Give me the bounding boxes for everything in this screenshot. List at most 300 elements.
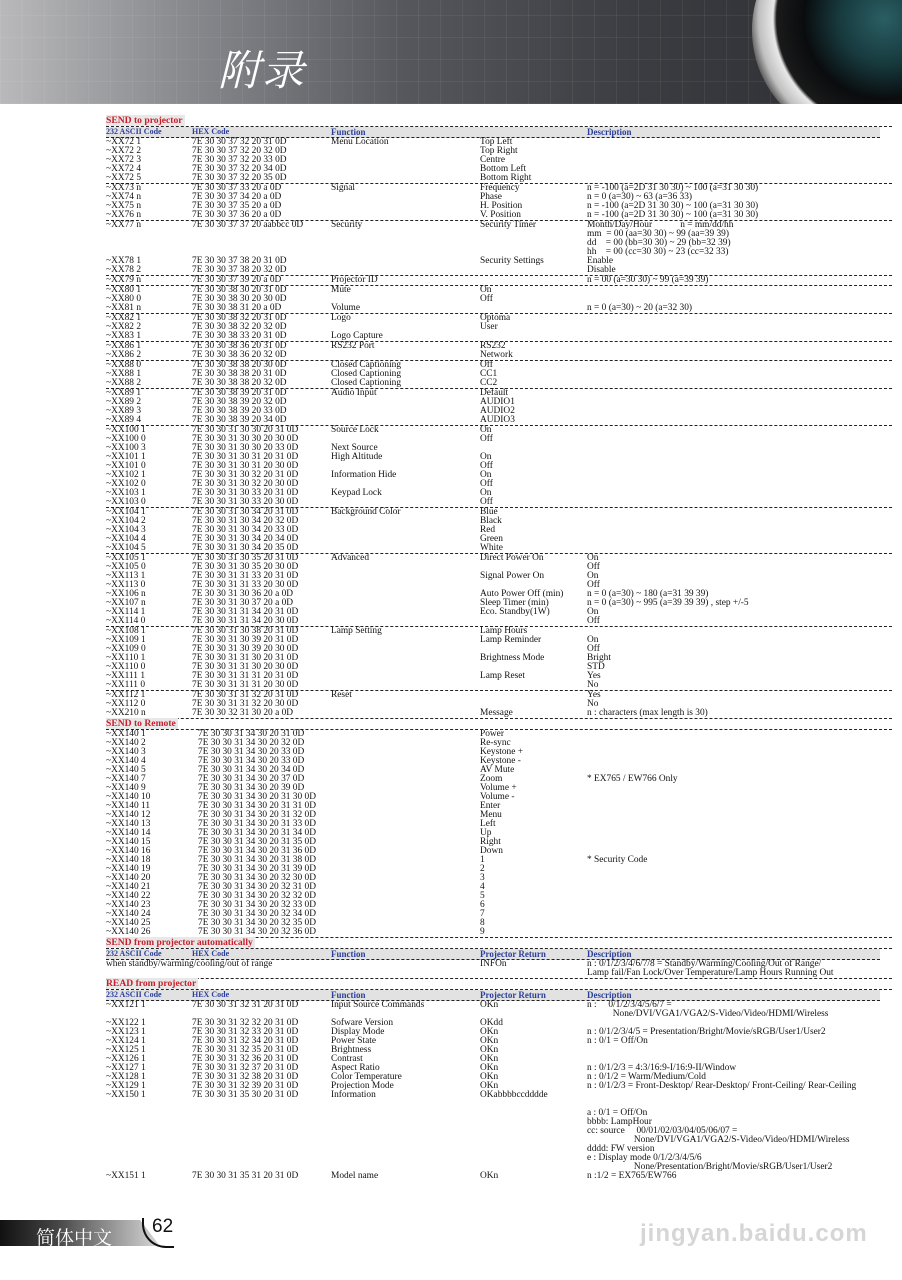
table-row bbox=[106, 709, 892, 718]
function: Signal bbox=[331, 183, 355, 193]
projector-return: OKabbbbccdddde bbox=[480, 1090, 548, 1100]
description bbox=[587, 480, 892, 489]
ascii-code: ~XX80 0 bbox=[106, 294, 142, 304]
setting: Frequency bbox=[480, 183, 520, 193]
setting: Off bbox=[480, 479, 493, 489]
section-title-text: SEND to Remote bbox=[106, 718, 176, 729]
function bbox=[331, 202, 480, 211]
ascii-code bbox=[106, 239, 192, 248]
ascii-code: ~XX110 0 bbox=[106, 662, 146, 672]
ascii-code: ~XX82 1 bbox=[106, 313, 142, 323]
description: n : 0/1/2/3 = 4:3/16:9-I/16:9-II/Window bbox=[587, 1063, 737, 1073]
description bbox=[587, 398, 892, 407]
setting: Phase bbox=[480, 192, 502, 202]
function bbox=[331, 239, 480, 248]
table-row bbox=[106, 276, 892, 285]
setting: Red bbox=[480, 525, 496, 535]
column-header-hex: HEX Code bbox=[192, 990, 230, 999]
hex-code: 7E 30 30 31 30 30 20 31 0D bbox=[192, 425, 299, 435]
projector-return bbox=[480, 969, 587, 978]
hex-code: 7E 30 30 37 32 20 34 0D bbox=[192, 164, 287, 174]
function: Volume bbox=[331, 303, 360, 313]
ascii-code: ~XX140 21 bbox=[106, 882, 151, 892]
table-row bbox=[106, 266, 892, 275]
hex-code: 7E 30 30 31 34 30 20 32 31 0D bbox=[198, 882, 316, 892]
description bbox=[587, 426, 892, 435]
function bbox=[331, 407, 480, 416]
ascii-code: ~XX103 0 bbox=[106, 497, 146, 507]
ascii-code: ~XX104 5 bbox=[106, 543, 146, 553]
description: dddd: FW version bbox=[587, 1144, 655, 1154]
table-row bbox=[106, 681, 892, 690]
setting bbox=[480, 276, 587, 285]
hex-code: 7E 30 30 31 31 31 20 31 0D bbox=[192, 671, 299, 681]
ascii-code: ~XX78 2 bbox=[106, 265, 142, 275]
projector-return: OKn bbox=[480, 1171, 499, 1181]
description: bbbb: LampHour bbox=[587, 1117, 652, 1127]
command-group bbox=[106, 554, 892, 627]
note bbox=[587, 739, 892, 748]
ascii-code: ~XX109 0 bbox=[106, 644, 146, 654]
ascii-code: ~XX113 0 bbox=[106, 580, 146, 590]
function bbox=[331, 248, 480, 257]
setting: H. Position bbox=[480, 201, 523, 211]
command-group bbox=[106, 138, 892, 184]
description bbox=[587, 517, 892, 526]
setting: Default bbox=[480, 388, 509, 398]
function: Reset bbox=[331, 690, 352, 700]
ascii-code: ~XX88 0 bbox=[106, 360, 142, 370]
setting: Off bbox=[480, 434, 493, 444]
hex-code: 7E 30 30 31 35 31 20 31 0D bbox=[192, 1171, 299, 1181]
setting: On bbox=[480, 285, 492, 295]
ascii-code: ~XX114 1 bbox=[106, 607, 146, 617]
setting: Brightness Mode bbox=[480, 653, 545, 663]
description bbox=[587, 508, 892, 517]
description: n : 0/1 = Off/On bbox=[587, 1036, 648, 1046]
note bbox=[587, 802, 892, 811]
hex-code: 7E 30 30 38 39 20 34 0D bbox=[192, 415, 287, 425]
table-row bbox=[106, 211, 892, 220]
note bbox=[587, 748, 892, 757]
column-header-hex: HEX Code bbox=[192, 949, 230, 958]
description: n : 0/1/2/3/4/5 = Presentation/Bright/Movie/sRGB/User1/User2 bbox=[587, 1027, 826, 1037]
description: On bbox=[587, 553, 599, 563]
table-row bbox=[106, 1136, 892, 1145]
function: Model name bbox=[331, 1171, 379, 1181]
projector-return: OKn bbox=[480, 1027, 499, 1037]
description bbox=[587, 286, 892, 295]
ascii-code: ~XX80 1 bbox=[106, 285, 142, 295]
hex-code bbox=[192, 1109, 331, 1118]
setting: On bbox=[480, 452, 492, 462]
ascii-code: ~XX140 23 bbox=[106, 900, 151, 910]
function bbox=[331, 636, 480, 645]
description: n : 0/1/2/3 = Front-Desktop/ Rear-Desktop/ Front-Ceiling/ Rear-Ceiling bbox=[587, 1081, 857, 1091]
key: Power bbox=[480, 729, 504, 739]
hex-code: 7E 30 30 38 36 20 32 0D bbox=[192, 350, 287, 360]
description bbox=[587, 370, 892, 379]
ascii-code: ~XX105 1 bbox=[106, 553, 146, 563]
column-header-description: Description bbox=[587, 949, 632, 959]
page-number: 62 bbox=[152, 1216, 174, 1237]
ascii-code: ~XX140 15 bbox=[106, 837, 151, 847]
key: Re-sync bbox=[480, 738, 511, 748]
description: n = -100 (a=2D 31 30 30) ~ 100 (a=31 30 30) bbox=[587, 201, 759, 211]
ascii-code: ~XX140 12 bbox=[106, 810, 151, 820]
hex-code: 7E 30 30 31 30 35 20 30 0D bbox=[192, 562, 299, 572]
hex-code: 7E 30 30 31 34 30 20 31 30 0D bbox=[198, 792, 316, 802]
projector-return: OKdd bbox=[480, 1018, 503, 1028]
ascii-code: ~XX82 2 bbox=[106, 322, 142, 332]
setting: Black bbox=[480, 516, 502, 526]
setting: Auto Power Off (min) bbox=[480, 589, 564, 599]
note bbox=[587, 919, 892, 928]
function bbox=[331, 617, 480, 626]
ascii-code: ~XX72 2 bbox=[106, 146, 142, 156]
ascii-code: ~XX74 n bbox=[106, 192, 142, 202]
hex-code: 7E 30 30 37 32 20 33 0D bbox=[192, 155, 287, 165]
hex-code: 7E 30 30 37 37 20 aabbcc 0D bbox=[192, 220, 304, 230]
function: Advanced bbox=[331, 553, 370, 563]
function: Mute bbox=[331, 285, 351, 295]
read-group bbox=[106, 1001, 892, 1181]
ascii-code: ~XX140 20 bbox=[106, 873, 151, 883]
key: 2 bbox=[480, 864, 485, 874]
key: Volume - bbox=[480, 792, 515, 802]
description: No bbox=[587, 680, 599, 690]
function bbox=[331, 1136, 480, 1145]
ascii-code: ~XX127 1 bbox=[106, 1063, 146, 1073]
ascii-code: ~XX89 4 bbox=[106, 415, 142, 425]
table-row bbox=[106, 230, 892, 239]
hex-code: 7E 30 30 31 34 30 20 31 38 0D bbox=[198, 855, 316, 865]
rs232-command-table bbox=[106, 116, 892, 1181]
function: Closed Captioning bbox=[331, 369, 402, 379]
function bbox=[331, 590, 480, 599]
setting bbox=[480, 266, 587, 275]
note bbox=[587, 874, 892, 883]
setting: Security Settings bbox=[480, 256, 544, 266]
hex-code: 7E 30 30 31 30 37 20 a 0D bbox=[192, 598, 294, 608]
hex-code: 7E 30 30 31 34 30 20 34 0D bbox=[198, 765, 305, 775]
description bbox=[587, 138, 892, 147]
setting: CC1 bbox=[480, 369, 498, 379]
ascii-code: ~XX86 1 bbox=[106, 341, 142, 351]
hex-code: 7E 30 30 31 30 30 20 33 0D bbox=[192, 443, 299, 453]
hex-code: 7E 30 30 38 38 20 32 0D bbox=[192, 378, 287, 388]
ascii-code: ~XX100 0 bbox=[106, 434, 146, 444]
command-group bbox=[106, 221, 892, 276]
ascii-code: ~XX129 1 bbox=[106, 1081, 146, 1091]
function: Brightness bbox=[331, 1045, 372, 1055]
ascii-code: ~XX112 0 bbox=[106, 699, 146, 709]
hex-code bbox=[192, 239, 331, 248]
description: Enable bbox=[587, 256, 614, 266]
description: n : 0/1/2 = Warm/Medium/Cold bbox=[587, 1072, 706, 1082]
projector-return: OKn bbox=[480, 1036, 499, 1046]
ascii-code: ~XX140 24 bbox=[106, 909, 151, 919]
table-row bbox=[106, 544, 892, 553]
condition: when standby/warming/cooling/out of range bbox=[106, 959, 273, 969]
table-row bbox=[106, 498, 892, 507]
column-header-hex: HEX Code bbox=[192, 127, 230, 136]
ascii-code: ~XX107 n bbox=[106, 598, 146, 608]
setting: White bbox=[480, 543, 503, 553]
setting: Optoma bbox=[480, 313, 511, 323]
ascii-code: ~XX83 1 bbox=[106, 331, 142, 341]
setting: AUDIO2 bbox=[480, 406, 515, 416]
hex-code: 7E 30 30 37 39 20 a 0D bbox=[192, 275, 282, 285]
column-header-function: Function bbox=[331, 949, 366, 959]
command-group bbox=[106, 426, 892, 508]
ascii-code: ~XX140 19 bbox=[106, 864, 151, 874]
description: n = 0 (a=30) ~ 63 (a=36 33) bbox=[587, 192, 693, 202]
key: 9 bbox=[480, 927, 485, 937]
ascii-code: ~XX124 1 bbox=[106, 1036, 146, 1046]
hex-code: 7E 30 30 31 30 35 20 31 0D bbox=[192, 553, 299, 563]
description bbox=[587, 471, 892, 480]
key: Keystone + bbox=[480, 747, 524, 757]
ascii-code: ~XX72 1 bbox=[106, 137, 142, 147]
ascii-code: ~XX88 2 bbox=[106, 378, 142, 388]
hex-code: 7E 30 30 31 30 38 20 31 0D bbox=[192, 626, 299, 636]
function: Logo bbox=[331, 313, 351, 323]
setting: Lamp Reminder bbox=[480, 635, 542, 645]
hex-code: 7E 30 30 38 32 20 31 0D bbox=[192, 313, 287, 323]
setting bbox=[480, 304, 587, 313]
hex-code: 7E 30 30 31 34 30 20 32 33 0D bbox=[198, 900, 316, 910]
description: Off bbox=[587, 616, 600, 626]
hex-code bbox=[192, 230, 331, 239]
function bbox=[331, 1100, 480, 1109]
setting: On bbox=[480, 470, 492, 480]
table-row bbox=[106, 174, 892, 183]
hex-code: 7E 30 30 31 31 34 20 30 0D bbox=[192, 616, 299, 626]
setting bbox=[480, 239, 587, 248]
hex-code: 7E 30 30 31 30 34 20 32 0D bbox=[192, 516, 299, 526]
ascii-code: ~XX126 1 bbox=[106, 1054, 146, 1064]
ascii-code: ~XX102 1 bbox=[106, 470, 146, 480]
description: n = -100 (a=2D 31 30 30) ~ 100 (a=31 30 30) bbox=[587, 183, 759, 193]
function bbox=[331, 147, 480, 156]
command-group bbox=[106, 342, 892, 361]
function bbox=[331, 645, 480, 654]
description: n : characters (max length is 30) bbox=[587, 708, 708, 718]
hex-code: 7E 30 30 31 32 35 20 31 0D bbox=[192, 1045, 299, 1055]
command-group bbox=[106, 184, 892, 221]
key: Zoom bbox=[480, 774, 503, 784]
hex-code: 7E 30 30 31 30 32 20 31 0D bbox=[192, 470, 299, 480]
projector-return: OKn bbox=[480, 1045, 499, 1055]
function bbox=[331, 663, 480, 672]
function: Keypad Lock bbox=[331, 488, 382, 498]
function: Sofware Version bbox=[331, 1018, 394, 1028]
hex-code bbox=[192, 1154, 331, 1163]
ascii-code: ~XX128 1 bbox=[106, 1072, 146, 1082]
description: Disable bbox=[587, 265, 616, 275]
function: Source Lock bbox=[331, 425, 379, 435]
hex-code: 7E 30 30 38 38 20 31 0D bbox=[192, 369, 287, 379]
function: Closed Captioning bbox=[331, 378, 402, 388]
function bbox=[331, 416, 480, 425]
hex-code: 7E 30 30 31 34 30 20 33 0D bbox=[198, 747, 305, 757]
hex-code: 7E 30 30 31 32 34 20 31 0D bbox=[192, 1036, 299, 1046]
hex-code: 7E 30 30 31 32 32 20 31 0D bbox=[192, 1018, 299, 1028]
setting: Eco. Standby(1W) bbox=[480, 607, 550, 617]
function: Next Source bbox=[331, 443, 378, 453]
hex-code: 7E 30 30 32 31 30 20 a 0D bbox=[192, 708, 294, 718]
description bbox=[587, 1046, 892, 1055]
description: Yes bbox=[587, 690, 601, 700]
table-row bbox=[106, 1091, 892, 1100]
command-group bbox=[106, 627, 892, 691]
hex-code: 7E 30 30 38 31 20 a 0D bbox=[192, 303, 282, 313]
setting bbox=[480, 444, 587, 453]
ascii-code: ~XX140 25 bbox=[106, 918, 151, 928]
table-row bbox=[106, 1172, 892, 1181]
description bbox=[587, 535, 892, 544]
setting: Off bbox=[480, 360, 493, 370]
function bbox=[331, 398, 480, 407]
command-group bbox=[106, 508, 892, 554]
function: Color Temperature bbox=[331, 1072, 402, 1082]
ascii-code: ~XX150 1 bbox=[106, 1090, 146, 1100]
ascii-code: ~XX111 1 bbox=[106, 671, 146, 681]
hex-code: 7E 30 30 31 32 36 20 31 0D bbox=[192, 1054, 299, 1064]
hex-code bbox=[192, 1100, 331, 1109]
ascii-code: ~XX210 n bbox=[106, 708, 146, 718]
description: n = 0 (a=30) ~ 995 (a=39 39 39) , step +/-5 bbox=[587, 598, 749, 608]
ascii-code: ~XX104 4 bbox=[106, 534, 146, 544]
note: * Security Code bbox=[587, 855, 648, 865]
ascii-code: ~XX140 7 bbox=[106, 774, 146, 784]
hex-code: 7E 30 30 31 31 32 20 30 0D bbox=[192, 699, 299, 709]
condition bbox=[106, 969, 480, 978]
ascii-code: ~XX104 1 bbox=[106, 507, 146, 517]
description bbox=[587, 332, 892, 341]
ascii-code: ~XX140 3 bbox=[106, 747, 146, 757]
description: n = -100 (a=2D 31 30 30) ~ 100 (a=31 30 30) bbox=[587, 210, 759, 220]
column-header-return: Projector Return bbox=[480, 990, 546, 1000]
setting: User bbox=[480, 322, 498, 332]
key: 4 bbox=[480, 882, 485, 892]
description: Lamp fail/Fan Lock/Over Temperature/Lamp Hours Running Out bbox=[587, 968, 834, 978]
note bbox=[587, 829, 892, 838]
ascii-code: ~XX103 1 bbox=[106, 488, 146, 498]
function bbox=[331, 608, 480, 617]
description bbox=[587, 1091, 892, 1100]
function bbox=[331, 700, 480, 709]
ascii-code: ~XX140 26 bbox=[106, 927, 151, 937]
projector-return bbox=[480, 1127, 587, 1136]
ascii-code: ~XX151 1 bbox=[106, 1171, 146, 1181]
ascii-code bbox=[106, 1136, 192, 1145]
description bbox=[587, 453, 892, 462]
description bbox=[587, 407, 892, 416]
description: Off bbox=[587, 562, 600, 572]
hex-code: 7E 30 30 31 30 31 20 31 0D bbox=[192, 452, 299, 462]
setting bbox=[480, 617, 587, 626]
setting: Network bbox=[480, 350, 513, 360]
function: Closed Captioning bbox=[331, 360, 402, 370]
description: n = 0 (a=30) ~ 20 (a=32 30) bbox=[587, 303, 693, 313]
key: Volume + bbox=[480, 783, 517, 793]
hex-code: 7E 30 30 31 34 30 20 31 32 0D bbox=[198, 810, 316, 820]
key: AV Mute bbox=[480, 765, 515, 775]
hex-code: 7E 30 30 31 30 39 20 31 0D bbox=[192, 635, 299, 645]
ascii-code: ~XX100 3 bbox=[106, 443, 146, 453]
function bbox=[331, 211, 480, 220]
hex-code: 7E 30 30 38 39 20 32 0D bbox=[192, 397, 287, 407]
hex-code: 7E 30 30 31 34 30 20 32 0D bbox=[198, 738, 305, 748]
hex-code: 7E 30 30 37 35 20 a 0D bbox=[192, 201, 282, 211]
ascii-code bbox=[106, 1100, 192, 1109]
hex-code: 7E 30 30 31 34 30 20 32 32 0D bbox=[198, 891, 316, 901]
description: hh = 00 (cc=30 30) ~ 23 (cc=32 33) bbox=[587, 247, 729, 257]
description: a : 0/1 = Off/On bbox=[587, 1108, 648, 1118]
hex-code: 7E 30 30 31 34 30 20 31 34 0D bbox=[198, 828, 316, 838]
description: n : 0/1/2/3/4/5/6/7 = bbox=[587, 1000, 672, 1010]
column-header-function: Function bbox=[331, 127, 366, 137]
hex-code: 7E 30 30 37 34 20 a 0D bbox=[192, 192, 282, 202]
function bbox=[331, 672, 480, 681]
description bbox=[587, 165, 892, 174]
hex-code: 7E 30 30 31 30 32 20 30 0D bbox=[192, 479, 299, 489]
description: On bbox=[587, 571, 599, 581]
ascii-code: ~XX140 4 bbox=[106, 756, 146, 766]
hex-code: 7E 30 30 31 30 30 20 30 0D bbox=[192, 434, 299, 444]
hex-code: 7E 30 30 38 32 20 32 0D bbox=[192, 322, 287, 332]
key: 8 bbox=[480, 918, 485, 928]
hex-code: 7E 30 30 37 33 20 a 0D bbox=[192, 183, 282, 193]
ascii-code: ~XX111 0 bbox=[106, 680, 146, 690]
hex-code: 7E 30 30 31 30 39 20 30 0D bbox=[192, 644, 299, 654]
description bbox=[587, 444, 892, 453]
setting: Centre bbox=[480, 155, 505, 165]
section-title bbox=[106, 116, 892, 127]
table-row bbox=[106, 1145, 892, 1154]
table-row bbox=[106, 1118, 892, 1127]
function: Information Hide bbox=[331, 470, 397, 480]
hex-code: 7E 30 30 37 32 20 35 0D bbox=[192, 173, 287, 183]
chapter-title: 附录 bbox=[218, 46, 307, 95]
note bbox=[587, 892, 892, 901]
function bbox=[331, 165, 480, 174]
hex-code: 7E 30 30 31 30 34 20 33 0D bbox=[192, 525, 299, 535]
hex-code: 7E 30 30 38 39 20 33 0D bbox=[192, 406, 287, 416]
column-header-return: Projector Return bbox=[480, 949, 546, 959]
note bbox=[587, 910, 892, 919]
key: Enter bbox=[480, 801, 501, 811]
table-row bbox=[106, 304, 892, 313]
note bbox=[587, 811, 892, 820]
ascii-code: ~XX125 1 bbox=[106, 1045, 146, 1055]
hex-code: 7E 30 30 31 34 30 20 33 0D bbox=[198, 756, 305, 766]
hex-code: 7E 30 30 31 31 30 20 30 0D bbox=[192, 662, 299, 672]
hex-code: 7E 30 30 31 30 33 20 31 0D bbox=[192, 488, 299, 498]
description bbox=[587, 342, 892, 351]
setting: Blue bbox=[480, 507, 498, 517]
hex-code bbox=[192, 1127, 331, 1136]
ascii-code: ~XX102 0 bbox=[106, 479, 146, 489]
projector-return bbox=[480, 1100, 587, 1109]
function bbox=[331, 174, 480, 183]
setting: Bottom Right bbox=[480, 173, 532, 183]
hex-code: 7E 30 30 38 39 20 31 0D bbox=[192, 388, 287, 398]
setting: CC2 bbox=[480, 378, 498, 388]
footer-language: 简体中文 bbox=[36, 1227, 113, 1249]
